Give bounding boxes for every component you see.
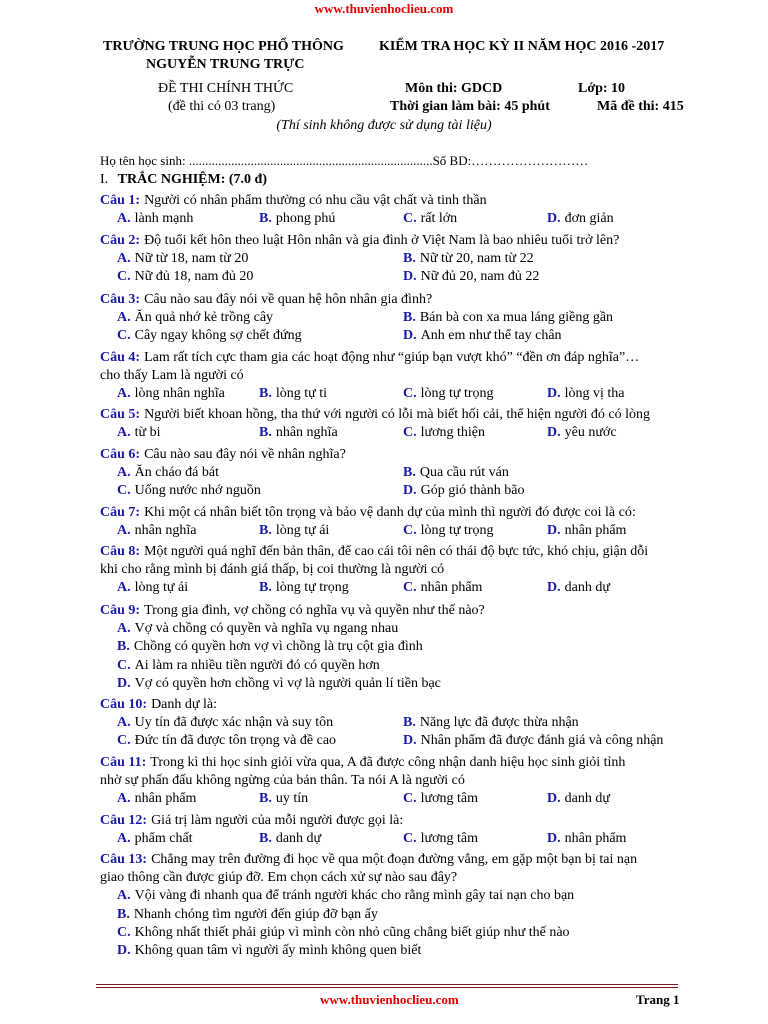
answer-option[interactable] [403,483,524,499]
question-label: Câu 11: [100,755,147,770]
answer-key: B. [403,310,416,326]
question-13 [100,852,637,868]
question-7 [100,505,636,521]
answer-text: lương tâm [420,831,478,847]
section-heading [100,172,267,188]
footer-divider [96,984,678,985]
answer-option[interactable] [547,211,614,227]
answer-text: Vội vàng đi nhanh qua để tránh người khác cho rằng mình gây tai nạn cho bạn [134,888,575,904]
answer-key: D. [547,831,561,847]
answer-option[interactable] [117,831,193,847]
answer-text: Ăn cháo đá bát [134,465,219,481]
answer-key: D. [547,523,561,539]
question-label: Câu 13: [100,852,148,867]
answer-option[interactable] [259,211,335,227]
answer-option[interactable] [403,269,539,285]
question-text: Danh dự là: [151,697,217,712]
answer-key: A. [117,251,131,267]
question-1 [100,193,487,209]
answer-option[interactable] [547,386,625,402]
answer-key: C. [403,211,417,227]
section-number: I. [100,172,109,187]
answer-text: phong phú [275,211,336,227]
answer-key: A. [117,715,131,731]
answer-text: lòng tự trọng [420,386,494,402]
notice-text: (Thí sinh không được sử dụng tài liệu) [276,118,492,133]
top-site-link[interactable]: www.thuvienhoclieu.com [314,1,454,16]
school-name-line2: NGUYỄN TRUNG TRỰC [146,57,305,72]
answer-key: A. [117,888,131,904]
answer-option[interactable] [259,580,349,596]
answer-key: C. [117,657,131,673]
answer-text: Nữ từ 20, nam từ 22 [419,251,534,267]
answer-text: Ăn quả nhớ kẻ trồng cây [134,310,274,326]
answer-key: B. [117,639,130,655]
question-12 [100,813,403,829]
answer-option[interactable] [403,580,482,596]
question-text: Câu nào sau đây nói về nhân nghĩa? [144,447,346,462]
answer-option[interactable] [117,310,273,326]
answer-key: D. [117,675,131,691]
answer-text: Vợ và chồng có quyền và nghĩa vụ ngang nhau [134,621,399,637]
question-text-cont: giao thông cần được giúp đỡ. Em chọn cách xử sự nào sau đây? [100,870,458,886]
answer-text: Đức tín đã được tôn trọng và đề cao [134,733,337,749]
answer-text: nhân phẩm [134,791,197,807]
time-label: Thời gian làm bài: 45 phút [390,99,550,114]
footer-divider-2 [96,987,678,988]
answer-text: lòng tự ti [275,386,327,402]
answer-text: Nữ đủ 20, nam đủ 22 [420,269,540,285]
question-text: Câu nào sau đây nói về quan hệ hôn nhân gia đình? [144,292,433,307]
answer-option[interactable] [117,715,333,731]
answer-text: Nữ từ 18, nam từ 20 [134,251,249,267]
answer-option[interactable] [259,831,321,847]
answer-key: B. [403,251,416,267]
question-3 [100,292,432,308]
answer-option[interactable] [547,425,617,441]
question-11 [100,755,625,771]
answer-option[interactable] [117,251,248,267]
answer-text: Vợ có quyền hơn chồng vì vợ là người quản lí tiền bạc [134,675,441,691]
answer-text: lòng vị tha [564,386,625,402]
answer-option[interactable] [547,523,626,539]
answer-option[interactable] [117,269,253,285]
answer-option[interactable] [403,733,663,749]
question-text: Trong kì thi học sinh giỏi vừa qua, A đã được công nhận danh hiệu học sinh giỏi tỉnh [150,755,626,770]
answer-text: danh dự [564,580,610,596]
answer-key: B. [259,425,272,441]
answer-option[interactable] [117,791,196,807]
question-label: Câu 2: [100,233,141,248]
question-text-cont: nhờ sự phấn đấu không ngừng của bản thân. Ta nói A là người có [100,773,465,789]
answer-text: lương thiện [420,425,485,441]
answer-key: A. [117,791,131,807]
question-8 [100,544,648,560]
answer-key: B. [259,386,272,402]
answer-text: lòng tự trọng [275,580,349,596]
answer-key: B. [403,465,416,481]
answer-option[interactable] [259,523,329,539]
question-label: Câu 7: [100,505,141,520]
exam-title: KIỂM TRA HỌC KỲ II NĂM HỌC 2016 -2017 [379,39,665,54]
answer-key: A. [117,621,131,637]
answer-text: Không quan tâm vì người ấy mình không quen biết [134,943,422,958]
answer-text: Nhân phẩm đã được đánh giá và công nhận [420,733,664,749]
answer-key: B. [403,715,416,731]
answer-option[interactable] [403,310,613,326]
answer-text: Năng lực đã được thừa nhận [419,715,579,731]
question-text-cont: khi cho rằng mình bị đánh giá thấp, bị coi thường là người có [100,562,445,578]
answer-text: lòng tự ái [134,580,189,596]
answer-key: A. [117,310,131,326]
answer-key: D. [547,386,561,402]
answer-text: lương tâm [420,791,478,807]
answer-key: C. [117,328,131,344]
answer-text: nhân nghĩa [134,523,197,539]
answer-text: nhân nghĩa [275,425,338,441]
answer-key: A. [117,580,131,596]
grade-label: Lớp: 10 [578,81,626,96]
answer-text: nhân phẩm [420,580,483,596]
answer-key: A. [117,425,131,441]
question-label: Câu 8: [100,544,141,559]
question-text: Người biết khoan hồng, tha thứ với người có lỗi mà biết hối cải, thể hiện người đó có lòng [144,407,651,422]
school-name-line1: TRƯỜNG TRUNG HỌC PHỔ THÔNG [103,39,344,54]
answer-key: A. [117,465,131,481]
answer-text: Anh em như thể tay chân [420,328,562,344]
answer-text: yêu nước [564,425,617,441]
answer-key: D. [547,580,561,596]
question-label: Câu 4: [100,350,141,365]
answer-text: lòng tự trọng [420,523,494,539]
answer-key: B. [259,211,272,227]
answer-key: D. [403,328,417,344]
answer-option[interactable] [403,328,562,344]
question-6 [100,447,346,463]
answer-option[interactable] [547,831,626,847]
question-text: Lam rất tích cực tham gia các hoạt động như “giúp bạn vượt khó” “đền ơn đáp nghĩa”… [144,350,640,365]
question-label: Câu 12: [100,813,148,828]
answer-key: A. [117,211,131,227]
exam-code: Mã đề thi: 415 [597,99,684,114]
question-label: Câu 5: [100,407,141,422]
answer-key: B. [259,580,272,596]
answer-text: Ai làm ra nhiều tiền người đó có quyền hơn [134,657,380,673]
answer-option[interactable] [259,386,327,402]
question-text-cont: cho thấy Lam là người có [100,368,244,384]
answer-text: uy tín [275,791,309,807]
answer-option[interactable] [117,465,219,481]
answer-text: Bán bà con xa mua láng giềng gần [419,310,614,326]
answer-key: C. [117,269,131,285]
answer-key: D. [547,791,561,807]
answer-option[interactable] [403,715,579,731]
official-label: ĐỀ THI CHÍNH THỨC [158,81,294,96]
answer-option[interactable] [403,791,478,807]
answer-key: C. [403,831,417,847]
answer-key: B. [259,831,272,847]
question-text: Người có nhân phẩm thường có nhu cầu vật chất và tinh thần [144,193,487,208]
answer-text: phẩm chất [134,831,193,847]
answer-key: B. [259,523,272,539]
answer-option[interactable] [403,251,534,267]
answer-key: A. [117,831,131,847]
answer-option[interactable] [403,211,457,227]
answer-option[interactable] [117,907,378,923]
answer-option[interactable] [117,483,261,499]
question-text: Độ tuổi kết hôn theo luật Hôn nhân và gia đình ở Việt Nam là bao nhiêu tuổi trở lên? [144,233,620,248]
answer-key: C. [403,425,417,441]
answer-text: Qua cầu rút ván [419,465,509,481]
answer-key: C. [403,791,417,807]
answer-option[interactable] [117,386,225,402]
answer-option[interactable] [117,888,574,904]
answer-text: nhân phẩm [564,523,627,539]
question-2 [100,233,619,249]
answer-option[interactable] [117,621,398,637]
answer-key: C. [403,580,417,596]
answer-option[interactable] [547,791,610,807]
answer-text: lòng tự ái [275,523,330,539]
answer-text: Không nhất thiết phải giúp vì mình còn nhỏ cũng chẳng biết giúp như thế nào [134,924,570,940]
question-text: Trong gia đình, vợ chồng có nghĩa vụ và quyền như thế nào? [144,603,485,618]
answer-key: D. [403,483,417,499]
question-text: Giá trị làm người của mỗi người được gọi là: [151,813,404,828]
answer-key: C. [117,483,131,499]
answer-key: D. [403,733,417,749]
answer-option[interactable] [117,580,188,596]
answer-key: C. [117,733,131,749]
section-title: TRẮC NGHIỆM: (7.0 đ) [117,172,268,187]
answer-option[interactable] [547,580,610,596]
page-number: Trang 1 [636,992,680,1007]
answer-key: D. [547,425,561,441]
answer-text: Góp gió thành bão [420,483,525,499]
answer-text: từ bi [134,425,161,441]
answer-text: đơn giản [564,211,614,227]
answer-text: lòng nhân nghĩa [134,386,225,402]
answer-text: Chồng có quyền hơn vợ vì chồng là trụ cột gia đình [133,639,423,655]
answer-option[interactable] [117,523,196,539]
question-text: Chẳng may trên đường đi học về qua một đoạn đường vắng, em gặp một bạn bị tai nạn [151,852,638,867]
subject-label: Môn thi: GDCD [405,81,503,96]
answer-text: Uống nước nhớ nguồn [134,483,261,499]
answer-key: C. [403,386,417,402]
answer-key: B. [117,906,130,922]
answer-option[interactable] [117,943,421,959]
answer-text: danh dự [275,831,322,847]
question-text: Một người quá nghĩ đến bản thân, để cao cái tôi nên có thái độ bực tức, khó chịu, giận dỗi [144,544,649,559]
footer-site-link[interactable]: www.thuvienhoclieu.com [320,992,459,1007]
question-9 [100,603,485,619]
answer-key: C. [403,523,417,539]
answer-option[interactable] [117,658,380,674]
question-label: Câu 6: [100,447,141,462]
answer-option[interactable] [403,831,478,847]
answer-text: rất lớn [420,211,458,227]
pages-note: (đề thi có 03 trang) [168,99,276,114]
answer-text: Nữ đủ 18, nam đủ 20 [134,269,254,285]
answer-text: Uy tín đã được xác nhận và suy tôn [134,715,334,731]
answer-key: D. [547,211,561,227]
answer-key: D. [117,943,131,958]
question-label: Câu 10: [100,697,148,712]
answer-option[interactable] [403,465,509,481]
answer-option[interactable] [117,211,193,227]
answer-option[interactable] [117,676,441,692]
answer-option[interactable] [117,925,570,941]
answer-option[interactable] [117,639,423,655]
answer-key: D. [403,269,417,285]
question-5 [100,407,650,423]
answer-option[interactable] [259,425,338,441]
answer-option[interactable] [117,733,336,749]
answer-option[interactable] [259,791,308,807]
answer-text: Nhanh chóng tìm người đến giúp đỡ bạn ấy [133,906,378,922]
answer-key: A. [117,386,131,402]
answer-text: nhân phẩm [564,831,627,847]
question-label: Câu 9: [100,603,141,618]
answer-text: danh dự [564,791,610,807]
answer-option[interactable] [403,425,485,441]
question-label: Câu 3: [100,292,141,307]
answer-option[interactable] [403,386,494,402]
question-label: Câu 1: [100,193,141,208]
student-name-line: Họ tên học sinh: ...........................................................................Số BD:……………………… [100,153,589,168]
answer-option[interactable] [117,425,161,441]
answer-text: lành mạnh [134,211,194,227]
answer-key: A. [117,523,131,539]
question-text: Khi một cá nhân biết tôn trọng và bảo vệ danh dự của mình thì người đó được coi là có: [144,505,636,520]
answer-key: B. [259,791,272,807]
answer-text: Cây ngay không sợ chết đứng [134,328,302,344]
answer-key: C. [117,924,131,940]
question-4 [100,350,639,366]
question-10 [100,697,217,713]
answer-option[interactable] [117,328,302,344]
answer-option[interactable] [403,523,494,539]
